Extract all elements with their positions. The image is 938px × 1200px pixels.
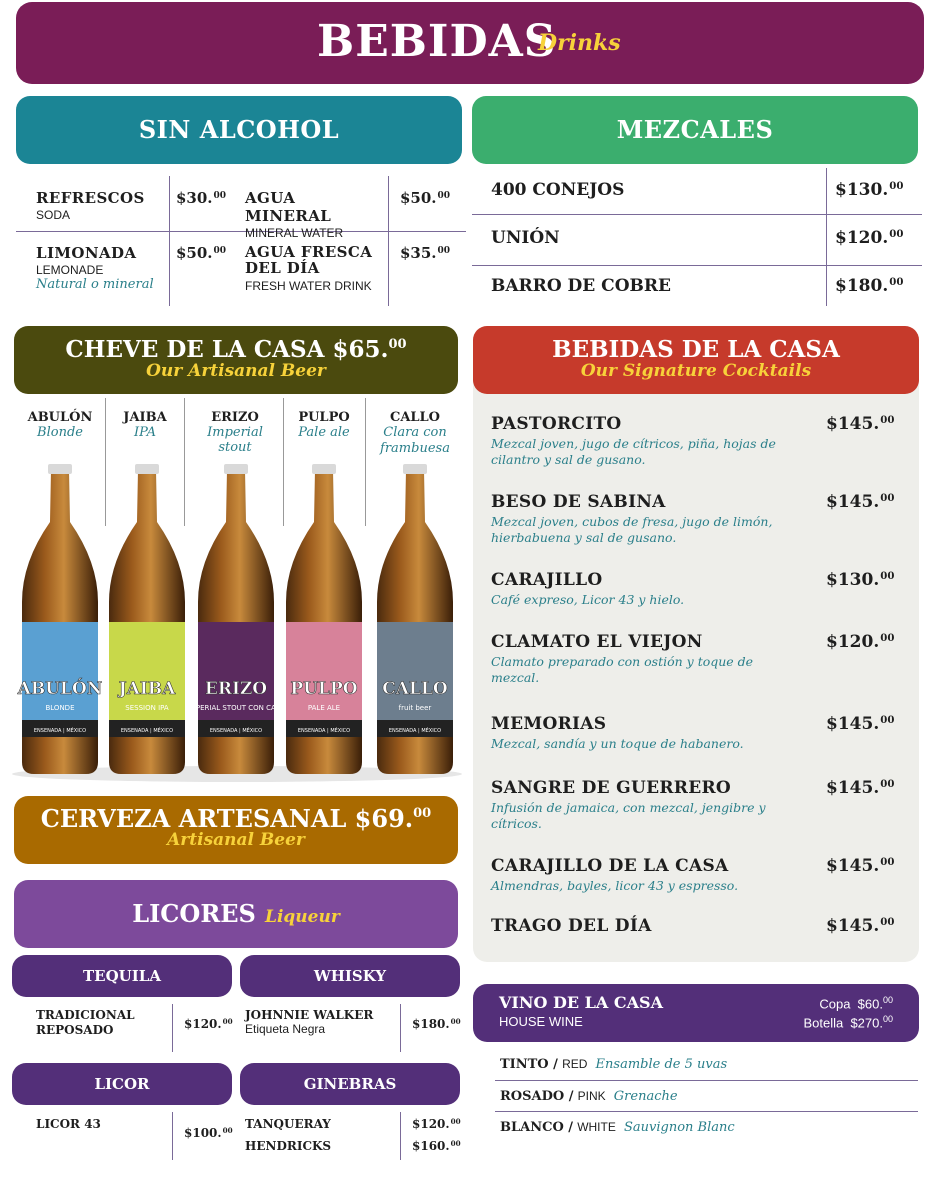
bottle-footer-text: ENSENADA | MÉXICO <box>297 728 351 734</box>
cocktail-price: $145.00 <box>826 856 895 876</box>
sin-alcohol-title: SIN ALCOHOL <box>138 115 340 144</box>
sin-alcohol-price: $35.00 <box>400 244 451 262</box>
bottle-label-text: ABULÓN <box>17 679 103 699</box>
sin-alcohol-price: $30.00 <box>176 189 227 207</box>
licor-header: LICOR <box>12 1063 232 1105</box>
ginebras-header: GINEBRAS <box>240 1063 460 1105</box>
mezcales-banner <box>472 96 918 164</box>
beer-bottle <box>188 464 284 774</box>
bottle-label-text: PULPO <box>290 679 358 699</box>
cocktail-desc: Mezcal joven, jugo de cítricos, piña, hojas de cilantro y sal de gusano. <box>491 436 776 467</box>
cocktail-name: MEMORIAS <box>491 714 607 734</box>
cocktail-item <box>491 632 754 686</box>
vino-item: ROSADO / PINK Grenache <box>500 1089 678 1104</box>
mezcal-price: $130.00 <box>835 180 904 200</box>
vino-copa: Copa $60.00 <box>819 995 893 1012</box>
mezcal-name: 400 CONEJOS <box>491 180 625 200</box>
ginebra-item: TANQUERAY <box>245 1117 331 1131</box>
cocktail-price: $145.00 <box>826 492 895 512</box>
cocktail-item <box>491 856 741 894</box>
header-title: BEBIDAS <box>317 16 557 67</box>
beer-bottles <box>10 462 465 782</box>
cocktail-item <box>491 492 773 546</box>
sin-alcohol-item: AGUA FRESCA DEL DÍA FRESH WATER DRINK <box>245 243 373 293</box>
tequila-header: TEQUILA <box>12 955 232 997</box>
cocktail-name: CLAMATO EL VIEJON <box>491 632 703 652</box>
whisky-header: WHISKY <box>240 955 460 997</box>
cocktail-item <box>491 414 776 468</box>
bottle-footer-text: ENSENADA | MÉXICO <box>388 728 442 734</box>
casa-subtitle: Our Signature Cocktails <box>580 361 812 381</box>
cocktail-price: $120.00 <box>826 632 895 652</box>
bottle-footer-text: ENSENADA | MÉXICO <box>209 728 263 734</box>
bottle-footer-text: ENSENADA | MÉXICO <box>120 728 174 734</box>
cocktail-desc: Clamato preparado con ostión y toque de mezcal. <box>491 654 754 685</box>
licor-price: $100.00 <box>184 1126 233 1140</box>
cerveza-title: CERVEZA ARTESANAL $69.00 <box>40 804 432 833</box>
cocktail-price: $145.00 <box>826 714 895 734</box>
sin-alcohol-item: AGUA MINERAL MINERAL WATER <box>245 189 344 240</box>
cocktail-name: CARAJILLO <box>491 570 603 590</box>
cocktail-desc: Infusión de jamaica, con mezcal, jengibre y cítricos. <box>491 800 766 831</box>
vino-item: BLANCO / WHITE Sauvignon Blanc <box>500 1120 735 1135</box>
mezcal-price: $120.00 <box>835 228 904 248</box>
vino-title: VINO DE LA CASA <box>499 993 664 1012</box>
bottle-style-text: PALE ALE <box>307 704 341 712</box>
cheve-banner <box>14 326 458 394</box>
cheve-subtitle: Our Artisanal Beer <box>146 361 326 381</box>
sin-alcohol-price: $50.00 <box>400 189 451 207</box>
cocktail-name: CARAJILLO DE LA CASA <box>491 856 729 876</box>
whisky-item: JOHNNIE WALKER Etiqueta Negra <box>245 1008 374 1036</box>
beer-bottle <box>286 464 362 774</box>
cerveza-banner <box>14 796 458 864</box>
header-subtitle: Drinks <box>538 30 621 56</box>
beer-bottles-image <box>10 462 465 782</box>
vino-banner <box>473 984 919 1042</box>
cocktail-name: PASTORCITO <box>491 414 622 434</box>
bottle-label-text: CALLO <box>382 679 448 699</box>
ginebra-item: HENDRICKS <box>245 1139 332 1153</box>
licores-banner <box>14 880 458 948</box>
cocktail-name: BESO DE SABINA <box>491 492 666 512</box>
mezcal-price: $180.00 <box>835 276 904 296</box>
bottle-style-text: BLONDE <box>45 704 75 712</box>
casa-banner <box>473 326 919 394</box>
cheve-title: CHEVE DE LA CASA $65.00 <box>65 336 407 363</box>
cocktail-item <box>491 570 741 608</box>
beer-label: PULPO Pale ale <box>298 410 350 440</box>
beer-bottle <box>377 464 453 774</box>
sin-alcohol-banner <box>16 96 462 164</box>
bottle-label-text: ERIZO <box>204 679 268 699</box>
bottle-label-text: JAIBA <box>118 679 176 699</box>
casa-title: BEBIDAS DE LA CASA <box>552 336 840 363</box>
sin-alcohol-item: REFRESCOS SODA <box>36 189 145 222</box>
vino-subtitle: HOUSE WINE <box>499 1014 583 1029</box>
sin-alcohol-price: $50.00 <box>176 244 227 262</box>
beer-label: ERIZO Imperial stout <box>207 410 263 455</box>
beer-label: ABULÓN Blonde <box>27 410 93 440</box>
beer-bottle <box>17 464 103 774</box>
licores-title: LICORES <box>132 899 256 928</box>
tequila-item: TRADICIONAL REPOSADO <box>36 1008 135 1037</box>
cocktail-price: $130.00 <box>826 570 895 590</box>
mezcal-name: UNIÓN <box>491 228 560 248</box>
licor-item: LICOR 43 <box>36 1117 101 1131</box>
cocktail-item <box>491 778 766 832</box>
cocktail-price: $145.00 <box>826 414 895 434</box>
mezcales-title: MEZCALES <box>616 115 774 144</box>
header-banner <box>16 2 924 84</box>
vino-botella: Botella $270.00 <box>803 1014 893 1031</box>
vino-item: TINTO / RED Ensamble de 5 uvas <box>500 1057 728 1072</box>
cocktail-desc: Mezcal joven, cubos de fresa, jugo de limón, hierbabuena y sal de gusano. <box>491 514 773 545</box>
bottle-style-text: fruit beer <box>398 704 432 712</box>
bottle-footer-text: ENSENADA | MÉXICO <box>33 728 87 734</box>
tequila-price: $120.00 <box>184 1017 233 1031</box>
mezcal-name: BARRO DE COBRE <box>491 276 671 296</box>
cerveza-subtitle: Artisanal Beer <box>167 830 305 850</box>
sin-alcohol-item: LIMONADA LEMONADE Natural o mineral <box>36 244 154 292</box>
ginebra-price: $160.00 <box>412 1139 461 1153</box>
bottle-style-text: SESSION IPA <box>125 704 169 712</box>
ginebra-price: $120.00 <box>412 1117 461 1131</box>
beer-label: JAIBA IPA <box>123 410 167 440</box>
whisky-price: $180.00 <box>412 1017 461 1031</box>
cocktail-price: $145.00 <box>826 916 895 936</box>
cocktail-name: TRAGO DEL DÍA <box>491 916 652 936</box>
beer-bottle <box>109 464 185 774</box>
cocktail-item <box>491 714 744 752</box>
beer-label: CALLO Clara con frambuesa <box>380 410 450 456</box>
cocktail-desc: Café expreso, Licor 43 y hielo. <box>491 592 685 607</box>
cocktail-name: SANGRE DE GUERRERO <box>491 778 731 798</box>
cocktail-desc: Almendras, bayles, licor 43 y espresso. <box>491 878 739 893</box>
bottle-style-text: IMPERIAL STOUT CON CAFÉ <box>187 704 285 712</box>
licores-subtitle: Liqueur <box>264 907 340 927</box>
cocktail-desc: Mezcal, sandía y un toque de habanero. <box>491 736 744 751</box>
cocktail-price: $145.00 <box>826 778 895 798</box>
cocktail-item <box>491 916 741 938</box>
